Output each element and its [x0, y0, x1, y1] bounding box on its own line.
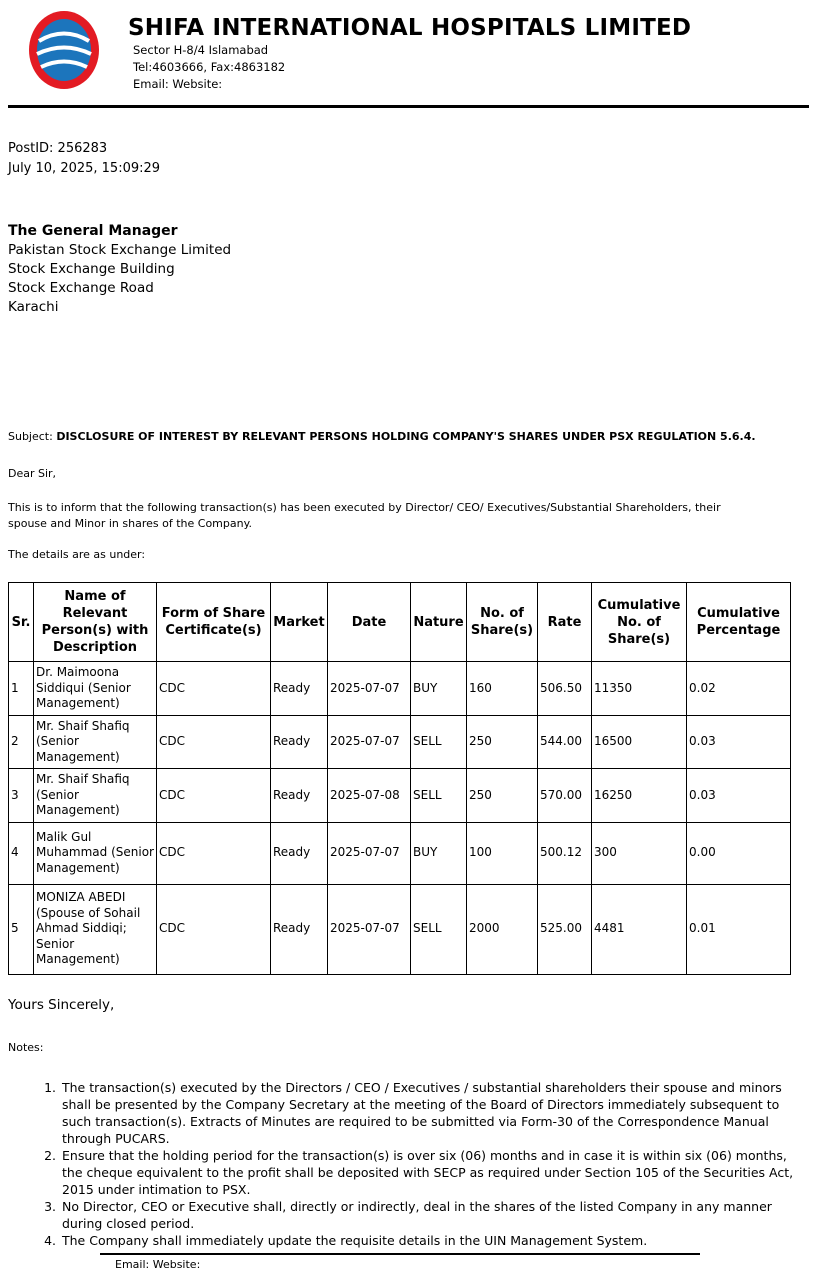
cell-cumulative-shares: 11350 — [592, 662, 687, 716]
letterhead — [8, 8, 809, 93]
footer-email-website: Email: Website: — [115, 1258, 201, 1271]
cell-nature: SELL — [411, 715, 467, 769]
cell-certificate: CDC — [157, 769, 271, 823]
cell-certificate: CDC — [157, 822, 271, 884]
cell-cumulative-shares: 16250 — [592, 769, 687, 823]
recipient-block — [8, 222, 809, 317]
cell-cumulative-percentage: 0.02 — [687, 662, 791, 716]
cell-sr: 1 — [9, 662, 34, 716]
cell-name: Malik Gul Muhammad (Senior Management) — [34, 822, 157, 884]
company-name: SHIFA INTERNATIONAL HOSPITALS LIMITED — [128, 15, 692, 41]
company-phone-fax: Tel:4603666, Fax:4863182 — [133, 60, 286, 74]
cell-nature: SELL — [411, 769, 467, 823]
cell-market: Ready — [271, 884, 328, 974]
cell-cumulative-percentage: 0.03 — [687, 715, 791, 769]
letter-meta — [8, 139, 809, 179]
recipient-title: The General Manager — [8, 223, 178, 239]
body-paragraph: This is to inform that the following transaction(s) has been executed by Director/ CEO/ Executives/Substantial Shareholders, their spouse and Minor in shares of the Company. — [8, 501, 721, 530]
cell-shares: 250 — [467, 769, 538, 823]
recipient-road: Stock Exchange Road — [8, 280, 154, 296]
col-header-rate: Rate — [538, 583, 592, 662]
cell-sr: 3 — [9, 769, 34, 823]
col-header-shares: No. of Share(s) — [467, 583, 538, 662]
cell-rate: 506.50 — [538, 662, 592, 716]
cell-sr: 2 — [9, 715, 34, 769]
cell-certificate: CDC — [157, 715, 271, 769]
cell-cumulative-shares: 4481 — [592, 884, 687, 974]
cell-sr: 5 — [9, 884, 34, 974]
table-row — [9, 715, 791, 769]
col-header-cumulative-percentage: Cumulative Percentage — [687, 583, 791, 662]
post-id: PostID: 256283 — [8, 141, 108, 156]
cell-date: 2025-07-07 — [328, 662, 411, 716]
subject-text: DISCLOSURE OF INTEREST BY RELEVANT PERSONS HOLDING COMPANY'S SHARES UNDER PSX REGULATION 5.6.4. — [56, 430, 756, 443]
cell-nature: BUY — [411, 662, 467, 716]
cell-rate: 525.00 — [538, 884, 592, 974]
col-header-sr: Sr. — [9, 583, 34, 662]
company-email-website: Email: Website: — [133, 77, 223, 91]
letterhead-text — [128, 10, 691, 93]
cell-date: 2025-07-07 — [328, 884, 411, 974]
cell-name: Mr. Shaif Shafiq (Senior Management) — [34, 769, 157, 823]
company-address: Sector H-8/4 Islamabad — [133, 43, 269, 57]
salutation: Dear Sir, — [8, 467, 57, 480]
cell-cumulative-shares: 16500 — [592, 715, 687, 769]
note-item: 4. The Company shall immediately update the requisite details in the UIN Management System. — [60, 1232, 798, 1249]
company-logo-icon — [28, 10, 100, 90]
recipient-building: Stock Exchange Building — [8, 261, 175, 277]
cell-date: 2025-07-08 — [328, 769, 411, 823]
table-row — [9, 662, 791, 716]
letter-datetime: July 10, 2025, 15:09:29 — [8, 161, 161, 176]
table-row — [9, 822, 791, 884]
table-row — [9, 769, 791, 823]
col-header-date: Date — [328, 583, 411, 662]
closing-salutation: Yours Sincerely, — [8, 996, 115, 1013]
cell-sr: 4 — [9, 822, 34, 884]
notes-label: Notes: — [8, 1040, 44, 1054]
subject-line — [8, 429, 798, 444]
recipient-city: Karachi — [8, 299, 59, 315]
cell-cumulative-percentage: 0.01 — [687, 884, 791, 974]
subject-label: Subject: — [8, 430, 57, 443]
table-row — [9, 884, 791, 974]
col-header-cumulative-shares: Cumulative No. of Share(s) — [592, 583, 687, 662]
note-item: 3. No Director, CEO or Executive shall, directly or indirectly, deal in the shares of the listed Company in any manner during closed period. — [60, 1198, 798, 1232]
cell-certificate: CDC — [157, 884, 271, 974]
col-header-nature: Nature — [411, 583, 467, 662]
col-header-name: Name of Relevant Person(s) with Description — [34, 583, 157, 662]
cell-name: MONIZA ABEDI (Spouse of Sohail Ahmad Siddiqi; Senior Management) — [34, 884, 157, 974]
cell-nature: BUY — [411, 822, 467, 884]
cell-date: 2025-07-07 — [328, 715, 411, 769]
cell-shares: 160 — [467, 662, 538, 716]
cell-name: Dr. Maimoona Siddiqui (Senior Management) — [34, 662, 157, 716]
cell-market: Ready — [271, 769, 328, 823]
page-footer — [100, 1253, 700, 1271]
footer-divider — [100, 1253, 700, 1255]
cell-date: 2025-07-07 — [328, 822, 411, 884]
cell-certificate: CDC — [157, 662, 271, 716]
cell-market: Ready — [271, 822, 328, 884]
cell-market: Ready — [271, 662, 328, 716]
cell-rate: 570.00 — [538, 769, 592, 823]
cell-shares: 2000 — [467, 884, 538, 974]
note-item: 1. The transaction(s) executed by the Directors / CEO / Executives / substantial shareholders their spouse and minors shall be presented by the Company Secretary at the meeting of the Board of Directors immediately subsequent to such transaction(s). Extracts of Minutes are required to be submitted via Form-30 of the Correspondence Manual through PUCARS. — [60, 1079, 798, 1147]
cell-rate: 500.12 — [538, 822, 592, 884]
note-item: 2. Ensure that the holding period for the transaction(s) is over six (06) months and in case it is within six (06) months, the cheque equivalent to the profit shall be deposited with SECP as required under Section 105 of the Securities Act, 2015 under intimation to PSX. — [60, 1147, 798, 1198]
cell-cumulative-percentage: 0.00 — [687, 822, 791, 884]
transactions-table — [8, 582, 791, 975]
table-header-row — [9, 583, 791, 662]
cell-rate: 544.00 — [538, 715, 592, 769]
col-header-market: Market — [271, 583, 328, 662]
recipient-org: Pakistan Stock Exchange Limited — [8, 242, 232, 258]
cell-nature: SELL — [411, 884, 467, 974]
cell-shares: 100 — [467, 822, 538, 884]
cell-shares: 250 — [467, 715, 538, 769]
cell-name: Mr. Shaif Shafiq (Senior Management) — [34, 715, 157, 769]
cell-cumulative-percentage: 0.03 — [687, 769, 791, 823]
cell-cumulative-shares: 300 — [592, 822, 687, 884]
details-intro: The details are as under: — [8, 548, 146, 561]
cell-market: Ready — [271, 715, 328, 769]
col-header-certificate: Form of Share Certificate(s) — [157, 583, 271, 662]
notes-list — [8, 1079, 798, 1249]
header-divider — [8, 105, 809, 108]
